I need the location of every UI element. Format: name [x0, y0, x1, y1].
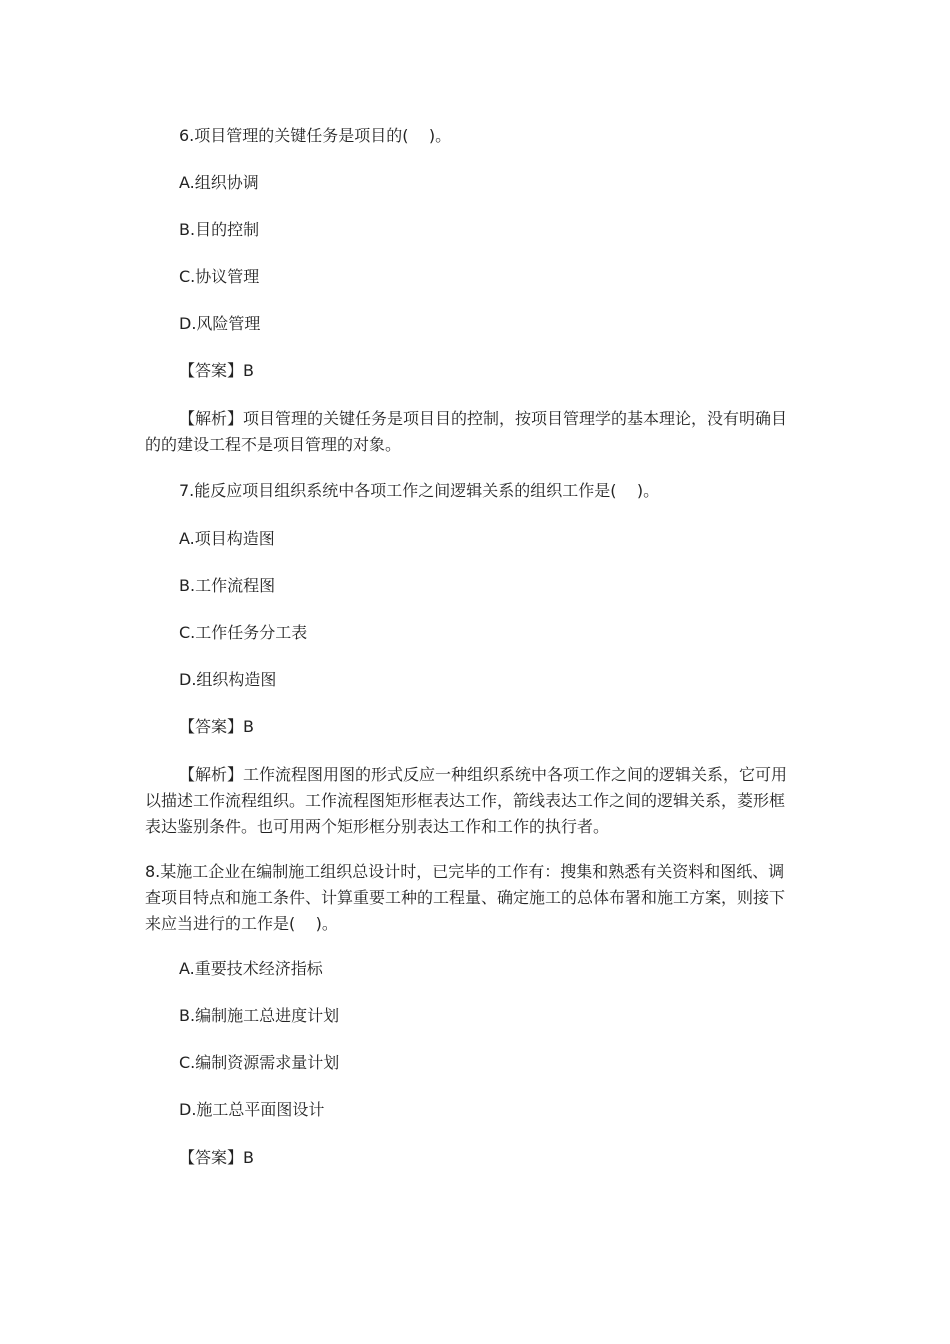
question-7-option-d: D.组织构造图 — [179, 670, 277, 689]
question-8-option-b: B.编制施工总进度计划 — [179, 1006, 340, 1025]
question-7-option-c: C.工作任务分工表 — [179, 623, 308, 642]
question-8-option-d: D.施工总平面图设计 — [179, 1100, 325, 1119]
question-7-answer: 【答案】B — [179, 717, 254, 736]
question-7-option-a: A.项目构造图 — [179, 529, 275, 548]
question-7-analysis: 【解析】工作流程图用图的形式反应一种组织系统中各项工作之间的逻辑关系，它可用以描述工作流程组织。工作流程图矩形框表达工作，箭线表达工作之间的逻辑关系，菱形框表达鉴别条件。也可用两个矩形框分别表达工作和工作的执行者。 — [145, 765, 788, 836]
question-6-option-a: A.组织协调 — [179, 173, 259, 192]
question-6-stem: 6.项目管理的关键任务是项目的( )。 — [179, 126, 452, 145]
question-7-stem: 7.能反应项目组织系统中各项工作之间逻辑关系的组织工作是( )。 — [179, 481, 660, 500]
question-8-stem: 8.某施工企业在编制施工组织总设计时，已完毕的工作有：搜集和熟悉有关资料和图纸、调查项目特点和施工条件、计算重要工种的工程量、确定施工的总体布署和施工方案，则接下来应当进行的工作是( )。 — [145, 862, 786, 933]
question-6-answer: 【答案】B — [179, 361, 254, 380]
question-8-option-c: C.编制资源需求量计划 — [179, 1053, 340, 1072]
question-6-option-c: C.协议管理 — [179, 267, 260, 286]
question-6-analysis: 【解析】项目管理的关键任务是项目目的控制，按项目管理学的基本理论，没有明确目的的建设工程不是项目管理的对象。 — [145, 409, 788, 454]
question-8-answer: 【答案】B — [179, 1148, 254, 1167]
question-6-option-b: B.目的控制 — [179, 220, 260, 239]
question-6-option-d: D.风险管理 — [179, 314, 261, 333]
question-7-option-b: B.工作流程图 — [179, 576, 276, 595]
question-8-option-a: A.重要技术经济指标 — [179, 959, 323, 978]
